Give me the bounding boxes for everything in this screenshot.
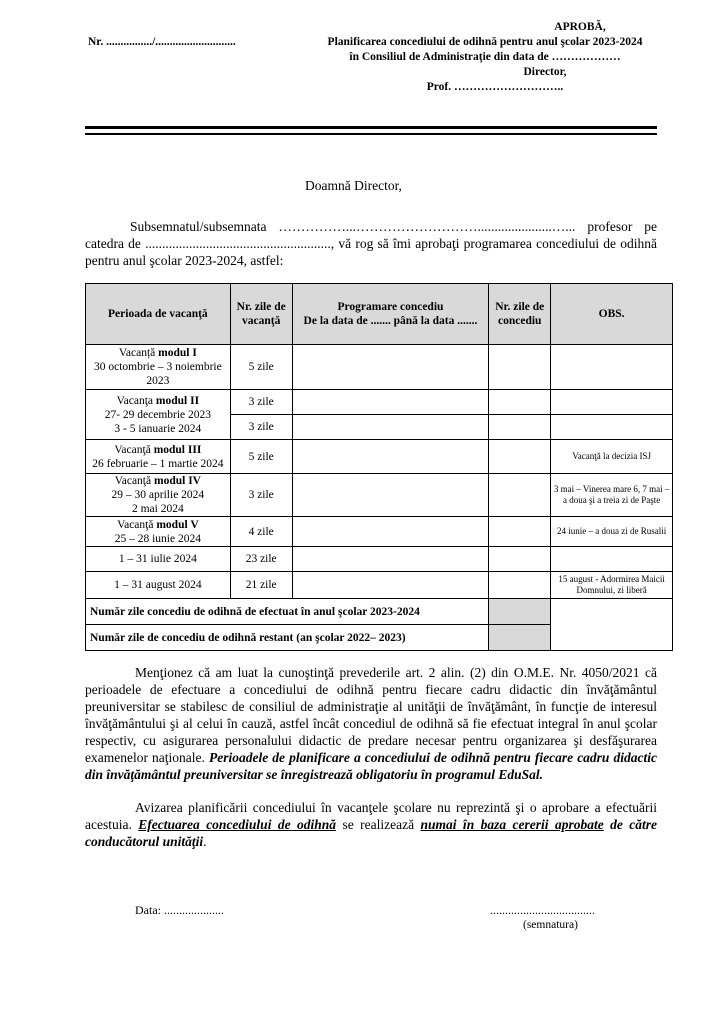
col-vacation-days: Nr. zile de vacanţă (230, 284, 292, 345)
emphasis-1: Efectuarea concediului de odihnă (138, 817, 337, 832)
request-paragraph: Subsemnatul/subsemnata ……………...………………………......................…... profesor pe catedra de ......................................................., vă rog să îmi aprobaţi programarea concediului de odihnă pentru anul şcolar 2023-2024, astfel: (85, 219, 657, 268)
col-obs: OBS. (551, 284, 673, 345)
period-cell: Vacanţă modul III 26 februarie – 1 martie 2024 (86, 440, 231, 474)
approval-note-paragraph (85, 799, 657, 850)
approval-director: Director, (523, 66, 567, 78)
period-cell: Vacanţă modul IV 29 – 30 aprilie 2024 2 mai 2024 (86, 474, 231, 517)
approval-line-2: în Consiliul de Administraţie din data de ……………… (349, 51, 621, 63)
total-row (86, 599, 673, 625)
period-cell: Vacanţă modul V 25 – 28 iunie 2024 (86, 517, 231, 547)
obs-cell (551, 415, 673, 440)
table-row (86, 440, 673, 474)
schedule-cell[interactable] (292, 474, 489, 517)
table-row (86, 572, 673, 599)
emphasis-3: de către conducătorul unităţii (85, 817, 658, 849)
emphasis-2: numai în baza cererii aprobate (420, 817, 604, 832)
salutation: Doamnă Director, (305, 178, 402, 193)
schedule-cell[interactable] (292, 390, 489, 415)
schedule-cell[interactable] (292, 345, 489, 390)
approval-note-mid: se realizează (336, 817, 421, 832)
obs-cell: 15 august - Adormirea Maicii Domnului, zi liberă (551, 572, 673, 599)
restant-value-cell[interactable] (489, 625, 551, 651)
leave-days-cell[interactable] (489, 415, 551, 440)
total-label: Număr zile concediu de odihnă de efectuat în anul şcolar 2023-2024 (86, 599, 489, 625)
approval-title: APROBĂ, (554, 21, 606, 33)
document-number: Nr. ................/............................ (88, 36, 236, 48)
schedule-cell[interactable] (292, 517, 489, 547)
schedule-cell[interactable] (292, 415, 489, 440)
col-period: Perioada de vacanţă (86, 284, 231, 345)
obs-cell: 3 mai – Vinerea mare 6, 7 mai – a doua şi a treia zi de Paşte (551, 474, 673, 517)
col-schedule-title: Programare concediu (337, 301, 444, 313)
table-row (86, 390, 673, 415)
table-row (86, 345, 673, 390)
period-cell: Vacanță modul I 30 octombrie – 3 noiembrie 2023 (86, 345, 231, 390)
leave-days-cell[interactable] (489, 345, 551, 390)
obs-cell (551, 547, 673, 572)
regulation-paragraph (85, 664, 657, 783)
days-cell: 4 zile (230, 517, 292, 547)
leave-days-cell[interactable] (489, 390, 551, 415)
period-cell: 1 – 31 iulie 2024 (86, 547, 231, 572)
days-cell: 5 zile (230, 440, 292, 474)
obs-cell: 24 iunie – a doua zi de Rusalii (551, 517, 673, 547)
leave-table (85, 283, 673, 651)
signature-label: (semnatura) (523, 919, 578, 931)
divider-thick (85, 126, 657, 129)
schedule-cell[interactable] (292, 547, 489, 572)
approval-line-1: Planificarea concediului de odihnă pentru anul şcolar 2023-2024 (327, 36, 643, 48)
table-row (86, 547, 673, 572)
signature-line[interactable]: ................................... (490, 903, 595, 917)
regulation-text: Menţionez că am luat la cunoştinţă prevederile art. 2 alin. (2) din O.M.E. Nr. 4050/2021 că perioadele de efectuare a concediului de odihnă pentru fiecare cadru didactic din învăţământul preuniversitar se stabilesc de consiliul de administraţie al unităţii de învăţământ, în funcţie de interesul învăţământului şi al celui în cauză, astfel încât concediul de odihnă să fie efectuat integral în anul şcolar respectiv, cu asigurarea personalului didactic de predare necesar pentru organizarea şi desfăşurarea examenelor naţionale. (85, 665, 657, 765)
summary-obs-cell (551, 599, 673, 651)
obs-cell (551, 345, 673, 390)
restant-label: Număr zile de concediu de odihnă restant (an şcolar 2022– 2023) (86, 625, 489, 651)
days-cell: 21 zile (230, 572, 292, 599)
period-cell: Vacanţa modul II 27- 29 decembrie 2023 3 - 5 ianuarie 2024 (86, 390, 231, 440)
approval-note-end: . (203, 834, 207, 849)
period-cell: 1 – 31 august 2024 (86, 572, 231, 599)
leave-days-cell[interactable] (489, 547, 551, 572)
leave-days-cell[interactable] (489, 517, 551, 547)
total-value-cell[interactable] (489, 599, 551, 625)
days-cell: 3 zile (230, 415, 292, 440)
edusal-notice: Perioadele de planificare a concediului de odihnă pentru fiecare cadru didactic din învăţământul preuniversitar se înregistrează obligatoriu în programul EduSal. (85, 750, 658, 782)
days-cell: 5 zile (230, 345, 292, 390)
approval-prof: Prof. ……………………….. (426, 81, 564, 93)
col-leave-days: Nr. zile de concediu (489, 284, 551, 345)
schedule-cell[interactable] (292, 440, 489, 474)
table-row (86, 517, 673, 547)
schedule-cell[interactable] (292, 572, 489, 599)
leave-days-cell[interactable] (489, 440, 551, 474)
col-schedule (292, 284, 489, 345)
col-schedule-sub: De la data de ....... până la data ....... (303, 315, 478, 327)
days-cell: 3 zile (230, 474, 292, 517)
leave-days-cell[interactable] (489, 474, 551, 517)
days-cell: 3 zile (230, 390, 292, 415)
table-header-row (86, 284, 673, 345)
days-cell: 23 zile (230, 547, 292, 572)
obs-cell: Vacanţă la decizia ISJ (551, 440, 673, 474)
leave-days-cell[interactable] (489, 572, 551, 599)
table-row (86, 474, 673, 517)
approval-block (300, 20, 670, 95)
approval-note-text: Avizarea planificării concediului în vacanţele şcolare nu reprezintă şi o aprobare a efectuării acestuia. (85, 800, 657, 832)
obs-cell (551, 390, 673, 415)
date-field[interactable]: Data: .................... (135, 903, 224, 917)
divider-thin (85, 133, 657, 135)
